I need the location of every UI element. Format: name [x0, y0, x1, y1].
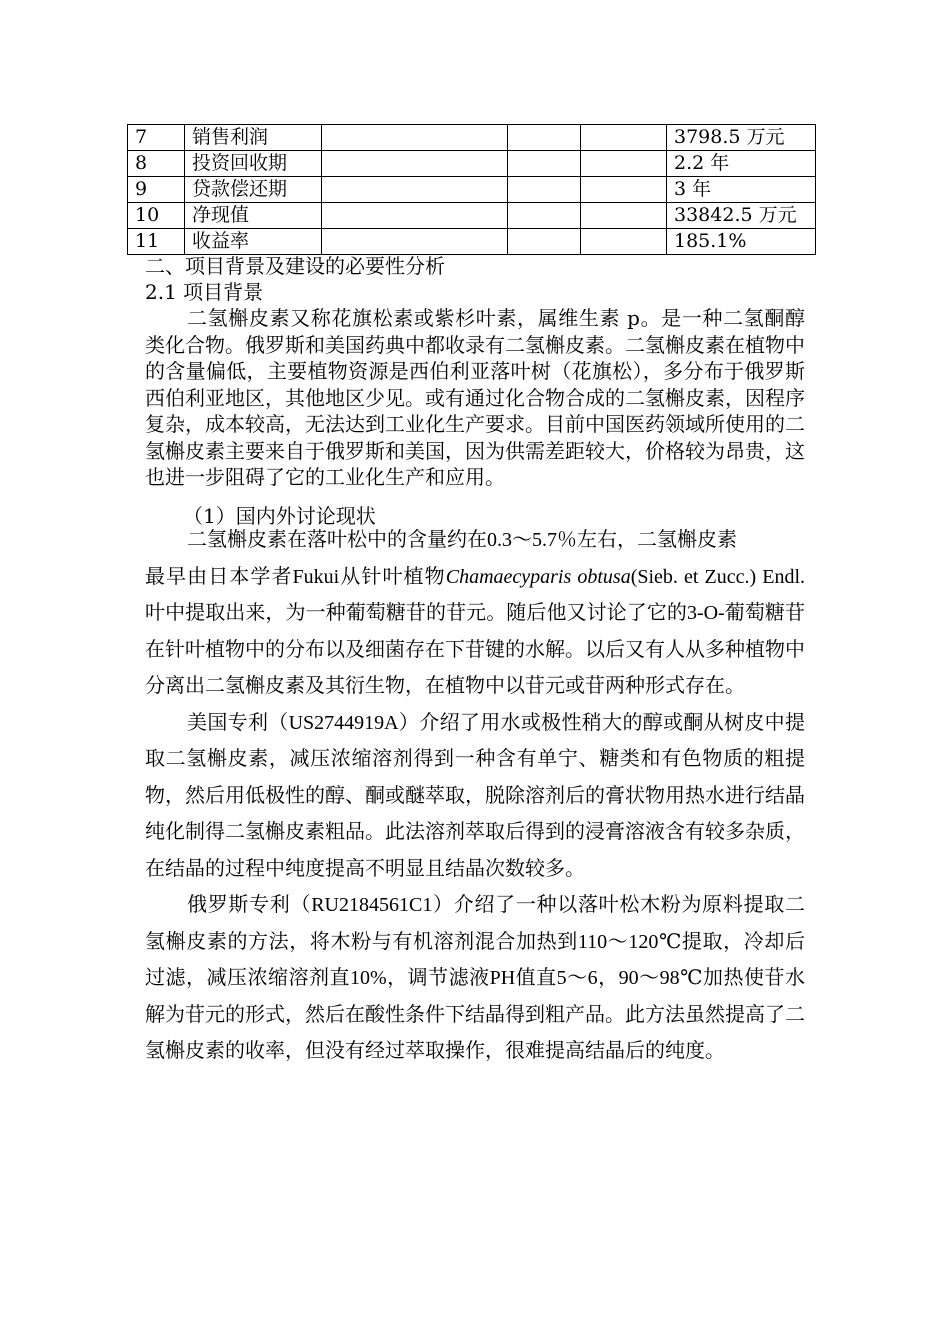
research-status-body [145, 522, 805, 1070]
empty-cell [581, 203, 667, 229]
row-value: 3798.5 万元 [667, 125, 816, 151]
row-item: 净现值 [185, 203, 322, 229]
item-heading: （1）国内外讨论现状 [183, 504, 376, 528]
table-row [128, 151, 816, 177]
empty-cell [508, 229, 581, 255]
row-number: 10 [128, 203, 185, 229]
empty-cell [322, 151, 508, 177]
table-row [128, 177, 816, 203]
financial-indicators-table [127, 124, 816, 255]
empty-cell [322, 229, 508, 255]
empty-cell [581, 125, 667, 151]
empty-cell [508, 177, 581, 203]
table-row [128, 229, 816, 255]
empty-cell [508, 203, 581, 229]
empty-cell [508, 151, 581, 177]
research-paragraph [145, 559, 805, 705]
empty-cell [581, 229, 667, 255]
us-patent-paragraph: 美国专利（US2744919A）介绍了用水或极性稍大的醇或酮从树皮中提取二氢槲皮素，减压浓缩溶剂得到一种含有单宁、糖类和有色物质的粗提物，然后用低极性的醇、酮或醚萃取，脱除溶剂后的膏状物用热水进行结晶纯化制得二氢槲皮素粗品。此法溶剂萃取后得到的浸膏溶液含有较多杂质，在结晶的过程中纯度提高不明显且结晶次数较多。 [145, 711, 805, 880]
empty-cell [581, 177, 667, 203]
research-paragraph-line: 二氢槲皮素在落叶松中的含量约在0.3～5.7％左右，二氢槲皮素 [187, 529, 737, 551]
table-row [128, 203, 816, 229]
row-number: 11 [128, 229, 185, 255]
ru-patent-paragraph: 俄罗斯专利（RU2184561C1）介绍了一种以落叶松木粉为原料提取二氢槲皮素的方法，将木粉与有机溶剂混合加热到110～120℃提取，冷却后过滤，减压浓缩溶剂直10%，调节滤液PH值直5～6，90～98℃加热使苷水解为苷元的形式，然后在酸性条件下结晶得到粗产品。此方法虽然提高了二氢槲皮素的收率，但没有经过萃取操作，很难提高结晶后的纯度。 [145, 894, 805, 1062]
empty-cell [322, 177, 508, 203]
subsection-heading: 2.1 项目背景 [145, 280, 264, 304]
research-text-b: (Sieb. et Zucc.) Endl.叶中提取出来，为一种葡萄糖苷的苷元。随后他又讨论了它的3-O-葡萄糖苷在针叶植物中的分布以及细菌存在下苷键的水解。以后又有人从多种植物中分离出二氢槲皮素及其衍生物，在植物中以苷元或苷两种形式存在。 [145, 565, 805, 697]
empty-cell [581, 151, 667, 177]
row-number: 9 [128, 177, 185, 203]
table-row [128, 125, 816, 151]
row-number: 8 [128, 151, 185, 177]
row-item: 投资回收期 [185, 151, 322, 177]
row-value: 185.1% [667, 229, 816, 255]
row-value: 33842.5 万元 [667, 203, 816, 229]
empty-cell [322, 203, 508, 229]
row-item: 收益率 [185, 229, 322, 255]
row-item: 销售利润 [185, 125, 322, 151]
row-item: 贷款偿还期 [185, 177, 322, 203]
species-name: Chamaecyparis obtusa [445, 565, 631, 588]
row-number: 7 [128, 125, 185, 151]
research-text-a: 最早由日本学者Fukui从针叶植物 [145, 565, 446, 588]
empty-cell [322, 125, 508, 151]
background-paragraph: 二氢槲皮素又称花旗松素或紫杉叶素，属维生素 p。是一种二氢酮醇类化合物。俄罗斯和美国药典中都收录有二氢槲皮素。二氢槲皮素在植物中的含量偏低，主要植物资源是西伯利亚落叶树（花旗松），多分布于俄罗斯西伯利亚地区，其他地区少见。或有通过化合物合成的二氢槲皮素，因程序复杂，成本较高，无法达到工业化生产要求。目前中国医药领域所使用的二氢槲皮素主要来自于俄罗斯和美国，因为供需差距较大，价格较为昂贵，这也进一步阻碍了它的工业化生产和应用。 [145, 306, 805, 489]
row-value: 3 年 [667, 177, 816, 203]
empty-cell [508, 125, 581, 151]
row-value: 2.2 年 [667, 151, 816, 177]
section-heading: 二、项目背景及建设的必要性分析 [145, 254, 445, 278]
